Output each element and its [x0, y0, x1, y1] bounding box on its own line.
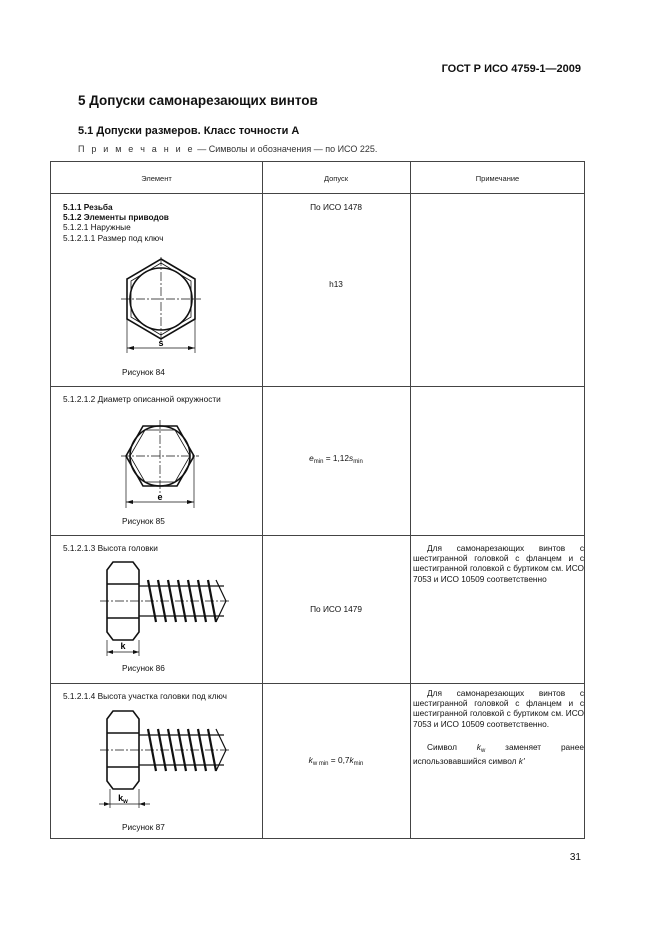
note-prefix: П р и м е ч а н и е [78, 144, 195, 154]
row-1-line: 5.1.2.1 Наружные [63, 222, 131, 233]
row-divider [51, 683, 584, 684]
figure-86-dimension-label: k [120, 641, 126, 651]
figure-87-dim-main: k [118, 793, 124, 803]
figure-85-dimension-label: e [157, 492, 163, 502]
column-header-remark: Примечание [475, 173, 520, 183]
figure-87-dim-sub: w [123, 799, 128, 805]
tol-s-symbol: s [349, 453, 354, 463]
row-4-remark-2 [413, 742, 584, 766]
column-header-element: Элемент [141, 173, 172, 183]
subsection-title: 5.1 Допуски размеров. Класс точности А [78, 125, 300, 137]
tol-k-sub: w min [312, 761, 329, 767]
figure-86-label: Рисунок 86 [122, 663, 165, 673]
tol-e-symbol: e [309, 453, 314, 463]
row-3-element [63, 543, 158, 553]
row-1-tolerance: h13 [329, 279, 343, 289]
figure-87-label: Рисунок 87 [122, 822, 165, 832]
tol-eq: = 0,7 [328, 755, 350, 765]
screw-wrenching-height-figure [96, 707, 231, 812]
column-divider [262, 162, 263, 838]
note [78, 144, 377, 154]
column-divider [410, 162, 411, 838]
section-title: 5 Допуски самонарезающих винтов [78, 93, 318, 108]
row-4-tolerance [262, 755, 410, 769]
tol-eq: = 1,12 [323, 453, 350, 463]
row-4-remark: Для самонарезающих винтов с шестигранной головкой с фланцем и с шестигранной головкой с буртиком см. ИСО 7053 и ИСО 10509 соответственно. [413, 688, 584, 729]
tol-k2-symbol: k [349, 755, 354, 765]
row-1-tolerance-ref: По ИСО 1478 [310, 202, 362, 212]
remark2-sub: w [480, 748, 486, 754]
tol-k2-sub: min [353, 761, 364, 767]
row-3-remark: Для самонарезающих винтов с шестигранной головкой с фланцем и с шестигранной головкой с буртиком см. ИСО 7053 и ИСО 10509 соответственно [413, 543, 584, 584]
remark2-c: k' [518, 756, 525, 767]
note-text: — Символы и обозначения — по ИСО 225. [194, 144, 378, 154]
standard-number: ГОСТ Р ИСО 4759-1—2009 [441, 63, 581, 75]
column-header-tolerance: Допуск [323, 173, 349, 183]
tol-k-symbol: k [308, 755, 313, 765]
row-1-line: 5.1.2.1.1 Размер под ключ [63, 232, 164, 243]
figure-85-label: Рисунок 85 [122, 516, 165, 526]
row-2-line: 5.1.2.1.2 Диаметр описанной окружности [63, 394, 221, 404]
tolerance-table [50, 161, 585, 839]
row-4-line: 5.1.2.1.4 Высота участка головки под ключ [63, 691, 227, 701]
row-3-tolerance: По ИСО 1479 [310, 604, 362, 614]
screw-head-height-figure [96, 558, 231, 663]
hexagon-circumscribed-diameter-figure [109, 412, 219, 512]
row-1-element [63, 202, 169, 243]
remark2-k: k [476, 742, 481, 752]
row-2-tolerance [262, 453, 410, 467]
tol-s-sub: min [353, 459, 363, 465]
figure-84-label: Рисунок 84 [122, 367, 165, 377]
row-3-line: 5.1.2.1.3 Высота головки [63, 543, 158, 553]
tol-e-sub: min [313, 459, 324, 465]
row-4-element [63, 691, 227, 701]
page-number: 31 [569, 852, 581, 863]
row-divider [51, 535, 584, 536]
remark2-b: заменяет ранее использовавшийся символ [413, 742, 584, 767]
row-1-line: 5.1.2 Элементы приводов [63, 212, 169, 223]
remark2-a: Символ [427, 742, 477, 752]
row-1-line: 5.1.1 Резьба [63, 202, 113, 212]
row-divider [51, 386, 584, 387]
figure-87-dimension-label [118, 793, 128, 805]
row-2-element [63, 394, 221, 404]
hexagon-across-flats-figure [121, 257, 216, 357]
figure-84-dimension-label: s [158, 338, 164, 348]
